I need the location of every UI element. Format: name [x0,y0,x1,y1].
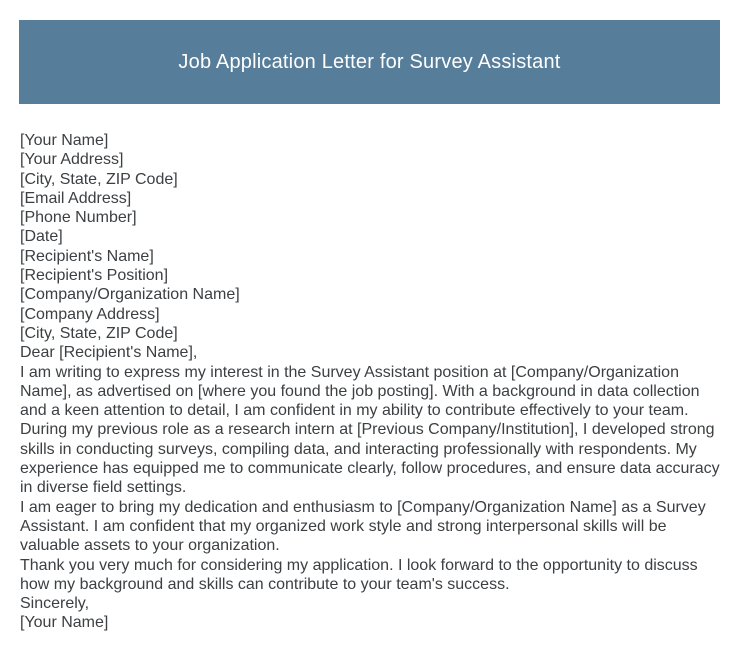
body-paragraph: I am writing to express my interest in the Survey Assistant position at [Company/Organization Name], as advertised on [where you found the job posting]. With a background in data collection and a keen attention to detail, I am confident in my ability to contribute effectively to your team. [20,363,700,420]
contact-line-your-address: [Your Address] [20,151,124,169]
contact-line-recipient-name: [Recipient's Name] [20,247,154,265]
contact-line-company-name: [Company/Organization Name] [20,286,240,304]
contact-line-company-address: [Company Address] [20,305,160,323]
salutation-line: Dear [Recipient's Name], [20,344,198,362]
contact-line-date: [Date] [20,228,63,246]
body-paragraph: During my previous role as a research intern at [Previous Company/Institution], I developed strong skills in conducting surveys, compiling data, and interacting professionally with respondents. My experience has equipped me to communicate clearly, follow procedures, and ensure data accuracy in diverse field settings. [20,421,720,497]
contact-line-city-state-zip: [City, State, ZIP Code] [20,170,178,188]
letter-title: Job Application Letter for Survey Assistant [178,50,561,73]
letter-body [20,131,720,633]
signature-line: [Your Name] [20,614,109,632]
contact-line-email: [Email Address] [20,189,132,207]
contact-line-recipient-position: [Recipient's Position] [20,267,169,285]
letter-page [0,20,740,633]
body-paragraph: I am eager to bring my dedication and enthusiasm to [Company/Organization Name] as a Survey Assistant. I am confident that my organized work style and strong interpersonal skills will be valuable assets to your organization. [20,498,706,555]
letter-header [19,20,720,104]
closing-line: Sincerely, [20,595,90,613]
body-paragraph: Thank you very much for considering my application. I look forward to the opportunity to discuss how my background and skills can contribute to your team's success. [20,556,698,593]
contact-line-your-name: [Your Name] [20,132,109,149]
contact-line-phone: [Phone Number] [20,209,137,227]
contact-line-company-city-state-zip: [City, State, ZIP Code] [20,324,178,342]
